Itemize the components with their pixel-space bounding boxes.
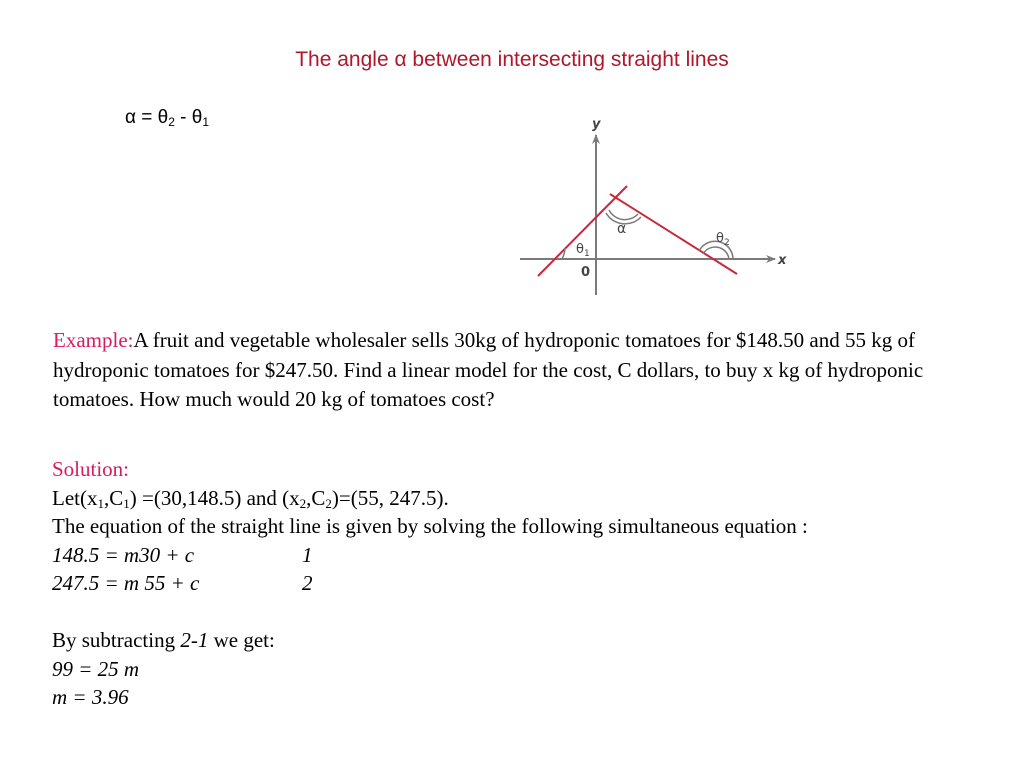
subtract-statement: By subtracting 2-1 we get: xyxy=(52,628,275,652)
theta2-arc-inner xyxy=(703,247,729,259)
example-paragraph xyxy=(53,326,953,415)
example-text: A fruit and vegetable wholesaler sells 30kg of hydroponic tomatoes for $148.50 and 55 kg of hydroponic tomatoes for $247.50. Find a linear model for the cost, C dollars, to buy x kg of hydroponic tomatoes. How much would 20 kg of tomatoes cost? xyxy=(53,328,924,411)
y-axis-label: y xyxy=(592,117,601,132)
solution-label: Solution: xyxy=(52,457,130,481)
equation-1: 148.5 = m30 + c 1 xyxy=(52,542,313,567)
formula-minus: - θ xyxy=(174,107,203,128)
page-title: The angle α between intersecting straight lines xyxy=(295,48,729,71)
example-label: Example: xyxy=(53,328,134,352)
formula-sub-2: 2 xyxy=(168,115,175,129)
theta2-label: $\theta_2$ xyxy=(716,231,730,248)
result-2: m = 3.96 xyxy=(52,685,129,709)
equation-intro: The equation of the straight line is given by solving the following simultaneous equation : xyxy=(52,514,808,538)
line-1 xyxy=(538,186,627,276)
formula-sub-1: 1 xyxy=(202,115,210,129)
angle-formula xyxy=(125,106,209,134)
intersecting-lines-diagram xyxy=(510,110,800,300)
solution-block xyxy=(52,455,992,712)
equation-2: 247.5 = m 55 + c 2 xyxy=(52,571,313,595)
theta1-label: $\theta_1$ xyxy=(576,242,590,259)
formula-alpha: α = θ xyxy=(125,107,169,128)
equation-2-number: 2 xyxy=(302,571,313,595)
result-1: 99 = 25 m xyxy=(52,656,140,681)
alpha-label: α xyxy=(617,221,627,237)
equation-1-number: 1 xyxy=(302,542,313,567)
alpha-arc-inner xyxy=(609,210,638,220)
x-axis-label: x xyxy=(778,253,787,268)
let-statement: $Let(x_1,C_1) =(30,148.5)$ and $(x_2,C_2)=(55$, 247.5). xyxy=(52,485,449,511)
origin-label: 0 xyxy=(581,265,591,280)
